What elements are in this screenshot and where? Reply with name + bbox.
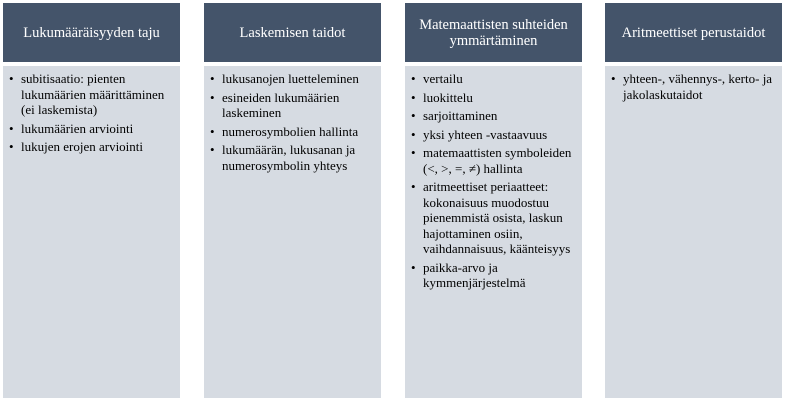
list-item: • vertailu — [411, 71, 576, 87]
list-item: • matemaattisten symboleiden (<, >, =, ≠) hallinta — [411, 145, 576, 176]
column-header: Lukumääräisyyden taju — [3, 3, 180, 62]
bullet-list — [210, 71, 375, 173]
column-header: Aritmeettiset perustaidot — [605, 3, 782, 62]
column-body — [3, 66, 180, 398]
list-item: • numerosymbolien hallinta — [210, 124, 375, 140]
column-laskemisen-taidot — [204, 3, 381, 398]
column-aritmeettiset-perustaidot — [605, 3, 782, 398]
list-item: • lukumäärän, lukusanan ja numerosymbolin yhteys — [210, 142, 375, 173]
list-item: • lukujen erojen arviointi — [9, 139, 174, 155]
list-item: • aritmeettiset periaatteet: kokonaisuus muodostuu pienemmistä osista, laskun hajottaminen osiin, vaihdannaisuus, käänteisyys — [411, 179, 576, 257]
list-item: • esineiden lukumäärien laskeminen — [210, 90, 375, 121]
column-lukumaaraisyyden-taju — [3, 3, 180, 398]
list-item: • lukumäärien arviointi — [9, 121, 174, 137]
list-item: • sarjoittaminen — [411, 108, 576, 124]
list-item: • paikka-arvo ja kymmenjärjestelmä — [411, 260, 576, 291]
column-body — [204, 66, 381, 398]
list-item: • subitisaatio: pienten lukumäärien määrittäminen (ei laskemista) — [9, 71, 174, 118]
column-body — [405, 66, 582, 398]
list-item: • lukusanojen luetteleminen — [210, 71, 375, 87]
column-body — [605, 66, 782, 398]
column-header: Laskemisen taidot — [204, 3, 381, 62]
bullet-list — [611, 71, 776, 102]
list-item: • luokittelu — [411, 90, 576, 106]
column-header: Matemaattisten suhteiden ymmärtäminen — [405, 3, 582, 62]
column-matemaattisten-suhteiden-ymmartaminen — [405, 3, 582, 398]
bullet-list — [411, 71, 576, 291]
bullet-list — [9, 71, 174, 155]
list-item: • yhteen-, vähennys-, kerto- ja jakolaskutaidot — [611, 71, 776, 102]
list-item: • yksi yhteen -vastaavuus — [411, 127, 576, 143]
